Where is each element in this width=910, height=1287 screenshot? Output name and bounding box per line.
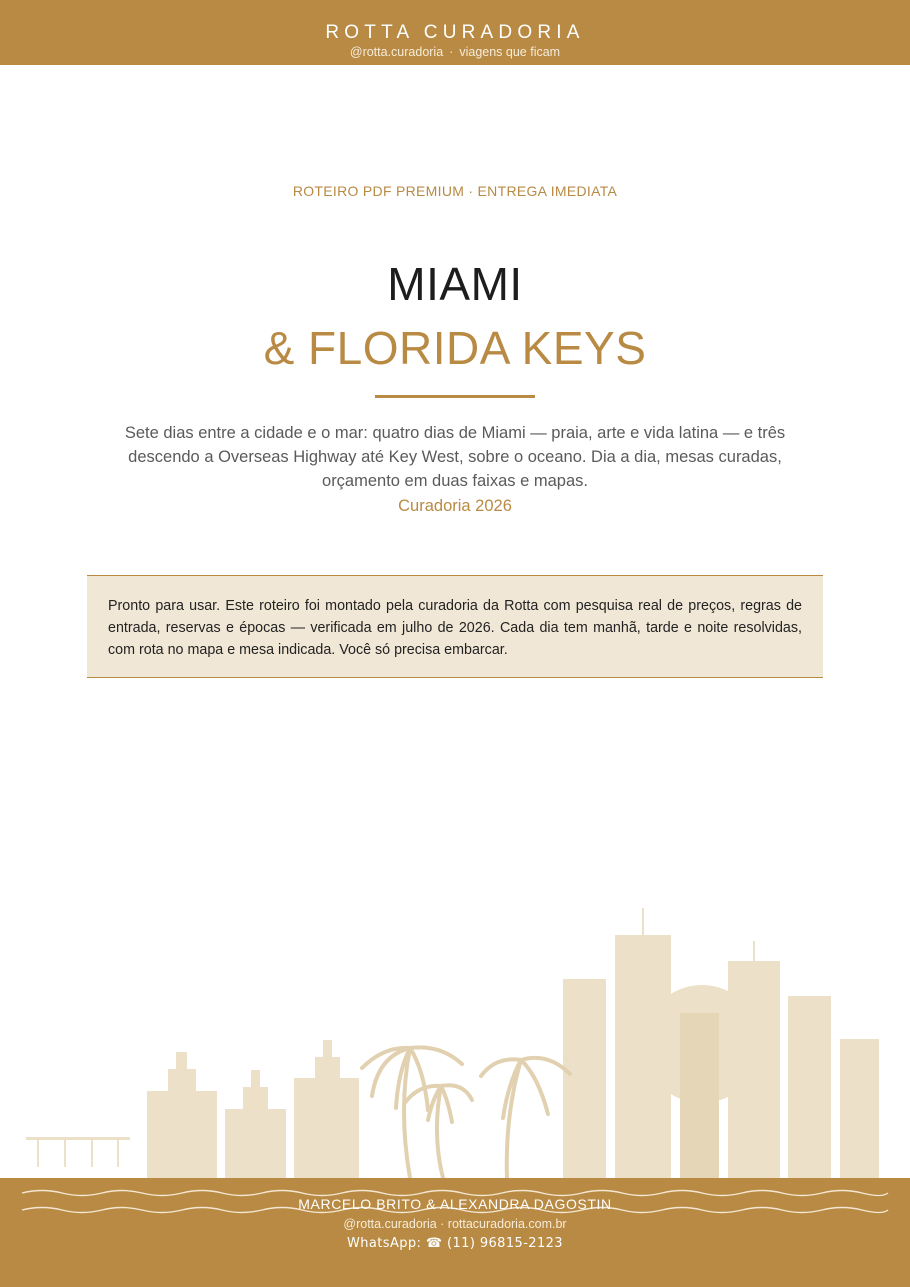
cover-title: MIAMI: [387, 258, 523, 310]
building-stepped-1: [147, 1052, 217, 1180]
tower-1: [563, 979, 606, 1180]
brand-separator: ·: [449, 45, 454, 59]
tower-3: [680, 1013, 719, 1180]
cover-edition: Curadoria 2026: [398, 497, 512, 515]
whatsapp-label: WhatsApp:: [347, 1236, 422, 1251]
pier-shape: [26, 1137, 130, 1167]
brand-handle: @rotta.curadoria: [349, 45, 444, 59]
footer-whatsapp: [0, 1236, 910, 1252]
phone-icon: ☎: [425, 1236, 443, 1251]
tower-5: [788, 996, 831, 1180]
palm-tree-3: [481, 1058, 570, 1178]
footer-contacts: @rotta.curadoria · rottacuradoria.com.br: [343, 1217, 567, 1231]
ready-to-use-notice: [87, 575, 823, 678]
skyline-illustration: [0, 900, 910, 1180]
brand-subline: [0, 45, 910, 60]
top-banner: [0, 0, 910, 65]
brand-name: ROTTA CURADORIA: [325, 22, 585, 43]
cover-eyebrow: ROTEIRO PDF PREMIUM · ENTREGA IMEDIATA: [292, 183, 618, 199]
building-stepped-2: [225, 1070, 286, 1180]
whatsapp-phone: (11) 96815-2123: [447, 1236, 563, 1251]
cover-intro: Sete dias entre a cidade e o mar: quatro dias de Miami — praia, arte e vida latina — e três descendo a Overseas Highway até Key West, sobre o oceano. Dia a dia, mesas curadas, orçamento em duas faixas e mapas.: [124, 424, 786, 490]
footer-authors: MARCELO BRITO & ALEXANDRA DAGOSTIN: [298, 1196, 612, 1212]
palm-tree-2: [404, 1085, 472, 1178]
brand-tagline: viagens que ficam: [459, 45, 561, 59]
building-stepped-3: [294, 1040, 359, 1180]
cover-subtitle: & FLORIDA KEYS: [263, 322, 647, 374]
palm-tree-1: [362, 1047, 462, 1178]
tower-6: [840, 1039, 879, 1180]
tower-2: [615, 908, 671, 1180]
footer-banner: [0, 1178, 910, 1287]
tower-4: [728, 941, 780, 1180]
title-divider: [375, 395, 535, 398]
notice-text: Pronto para usar. Este roteiro foi montado pela curadoria da Rotta com pesquisa real de preços, regras de entrada, reservas e épocas — verificada em julho de 2026. Cada dia tem manhã, tarde e noite resolvidas, com rota no mapa e mesa indicada. Você só precisa embarcar.: [108, 598, 802, 658]
